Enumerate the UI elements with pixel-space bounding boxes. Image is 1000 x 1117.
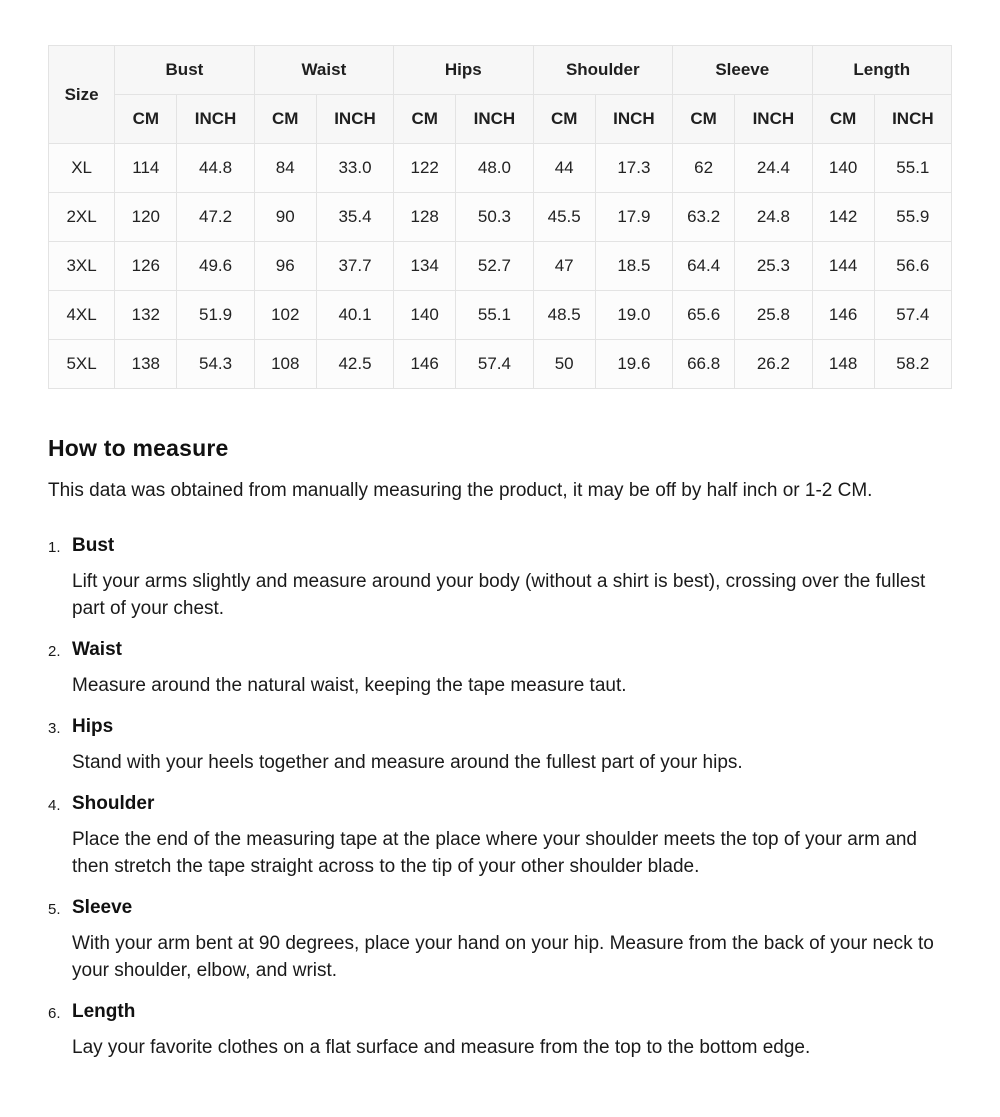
step-body (72, 638, 952, 715)
measurement-cell: 122 (394, 144, 456, 193)
measure-steps-list (48, 534, 952, 1077)
measurement-cell: 56.6 (874, 242, 951, 291)
measurement-cell: 25.3 (735, 242, 812, 291)
step-body (72, 1000, 952, 1077)
unit-header-bust-cm: CM (115, 95, 177, 144)
measurement-cell: 19.0 (595, 291, 672, 340)
header-row-groups (49, 46, 952, 95)
unit-header-length-inch: INCH (874, 95, 951, 144)
measurement-cell: 58.2 (874, 340, 951, 389)
header-row-units (49, 95, 952, 144)
measurement-cell: 134 (394, 242, 456, 291)
group-header-waist: Waist (254, 46, 393, 95)
step-description: With your arm bent at 90 degrees, place your hand on your hip. Measure from the back of your neck to your shoulder, elbow, and wrist. (72, 933, 934, 981)
measurement-cell: 55.1 (874, 144, 951, 193)
measure-step-hips (48, 715, 952, 792)
measurement-cell: 120 (115, 193, 177, 242)
measurement-cell: 37.7 (316, 242, 393, 291)
step-body (72, 715, 952, 792)
measure-step-shoulder (48, 792, 952, 896)
step-body (72, 534, 952, 638)
step-number: 3. (48, 720, 61, 737)
measurement-cell: 140 (394, 291, 456, 340)
step-description: Place the end of the measuring tape at the place where your shoulder meets the top of your arm and then stretch the tape straight across to the tip of your other shoulder blade. (72, 829, 917, 877)
step-description: Lay your favorite clothes on a flat surface and measure from the top to the bottom edge. (72, 1037, 811, 1058)
measurement-cell: 114 (115, 144, 177, 193)
measurement-cell: 33.0 (316, 144, 393, 193)
measurement-cell: 148 (812, 340, 874, 389)
measurement-cell: 51.9 (177, 291, 254, 340)
table-row-5xl (49, 340, 952, 389)
measurement-cell: 44.8 (177, 144, 254, 193)
measurement-cell: 48.0 (456, 144, 533, 193)
step-number: 6. (48, 1005, 61, 1022)
measurement-cell: 26.2 (735, 340, 812, 389)
group-header-sleeve: Sleeve (673, 46, 812, 95)
how-to-measure-heading: How to measure (48, 435, 229, 461)
size-label-cell: 3XL (49, 242, 115, 291)
measurement-cell: 132 (115, 291, 177, 340)
measurement-cell: 62 (673, 144, 735, 193)
step-term: Waist (72, 639, 122, 660)
measurement-cell: 45.5 (533, 193, 595, 242)
step-term: Bust (72, 535, 115, 556)
size-label-cell: 5XL (49, 340, 115, 389)
measurement-cell: 96 (254, 242, 316, 291)
measurement-cell: 55.9 (874, 193, 951, 242)
table-row-3xl (49, 242, 952, 291)
measurement-cell: 65.6 (673, 291, 735, 340)
measurement-cell: 49.6 (177, 242, 254, 291)
measurement-cell: 126 (115, 242, 177, 291)
size-chart-body (49, 144, 952, 389)
size-column-header: Size (49, 46, 115, 144)
table-row-xl (49, 144, 952, 193)
measurement-cell: 47 (533, 242, 595, 291)
table-row-2xl (49, 193, 952, 242)
step-term: Length (72, 1001, 136, 1022)
measurement-cell: 47.2 (177, 193, 254, 242)
measurement-cell: 17.3 (595, 144, 672, 193)
size-chart-table (48, 45, 952, 389)
measurement-cell: 140 (812, 144, 874, 193)
measure-step-length (48, 1000, 952, 1077)
measure-disclaimer-text: This data was obtained from manually measuring the product, it may be off by half inch or 1-2 CM. (48, 480, 873, 501)
step-number: 5. (48, 901, 61, 918)
measurement-cell: 24.4 (735, 144, 812, 193)
measurement-cell: 84 (254, 144, 316, 193)
measurement-cell: 128 (394, 193, 456, 242)
unit-header-sleeve-inch: INCH (735, 95, 812, 144)
group-header-hips: Hips (394, 46, 533, 95)
measurement-cell: 63.2 (673, 193, 735, 242)
size-label-cell: XL (49, 144, 115, 193)
step-description: Measure around the natural waist, keeping the tape measure taut. (72, 675, 627, 696)
unit-header-length-cm: CM (812, 95, 874, 144)
measure-step-waist (48, 638, 952, 715)
step-term: Hips (72, 716, 114, 737)
measurement-cell: 55.1 (456, 291, 533, 340)
measurement-cell: 146 (812, 291, 874, 340)
unit-header-shoulder-inch: INCH (595, 95, 672, 144)
measure-step-bust (48, 534, 952, 638)
step-description: Stand with your heels together and measure around the fullest part of your hips. (72, 752, 743, 773)
step-body (72, 896, 952, 1000)
measurement-cell: 64.4 (673, 242, 735, 291)
measurement-cell: 42.5 (316, 340, 393, 389)
step-number: 2. (48, 643, 61, 660)
group-header-bust: Bust (115, 46, 254, 95)
measurement-cell: 142 (812, 193, 874, 242)
measurement-cell: 90 (254, 193, 316, 242)
measurement-cell: 24.8 (735, 193, 812, 242)
measurement-cell: 50.3 (456, 193, 533, 242)
step-description: Lift your arms slightly and measure around your body (without a shirt is best), crossing over the fullest part of your chest. (72, 571, 926, 619)
measurement-cell: 48.5 (533, 291, 595, 340)
unit-header-waist-inch: INCH (316, 95, 393, 144)
measurement-cell: 50 (533, 340, 595, 389)
measurement-cell: 35.4 (316, 193, 393, 242)
measurement-cell: 40.1 (316, 291, 393, 340)
measurement-cell: 57.4 (874, 291, 951, 340)
unit-header-shoulder-cm: CM (533, 95, 595, 144)
measurement-cell: 146 (394, 340, 456, 389)
measurement-cell: 19.6 (595, 340, 672, 389)
measurement-cell: 25.8 (735, 291, 812, 340)
measurement-cell: 66.8 (673, 340, 735, 389)
unit-header-hips-cm: CM (394, 95, 456, 144)
table-row-4xl (49, 291, 952, 340)
step-term: Shoulder (72, 793, 155, 814)
size-label-cell: 2XL (49, 193, 115, 242)
how-to-measure-section (48, 435, 952, 1077)
unit-header-sleeve-cm: CM (673, 95, 735, 144)
measurement-cell: 108 (254, 340, 316, 389)
size-chart-header (49, 46, 952, 144)
step-number: 1. (48, 539, 61, 556)
size-label-cell: 4XL (49, 291, 115, 340)
group-header-shoulder: Shoulder (533, 46, 672, 95)
measurement-cell: 54.3 (177, 340, 254, 389)
step-term: Sleeve (72, 897, 133, 918)
unit-header-hips-inch: INCH (456, 95, 533, 144)
measurement-cell: 44 (533, 144, 595, 193)
measure-step-sleeve (48, 896, 952, 1000)
step-body (72, 792, 952, 896)
measurement-cell: 17.9 (595, 193, 672, 242)
measurement-cell: 144 (812, 242, 874, 291)
measurement-cell: 57.4 (456, 340, 533, 389)
unit-header-waist-cm: CM (254, 95, 316, 144)
step-number: 4. (48, 797, 61, 814)
unit-header-bust-inch: INCH (177, 95, 254, 144)
group-header-length: Length (812, 46, 952, 95)
measurement-cell: 18.5 (595, 242, 672, 291)
measurement-cell: 138 (115, 340, 177, 389)
measurement-cell: 102 (254, 291, 316, 340)
measurement-cell: 52.7 (456, 242, 533, 291)
